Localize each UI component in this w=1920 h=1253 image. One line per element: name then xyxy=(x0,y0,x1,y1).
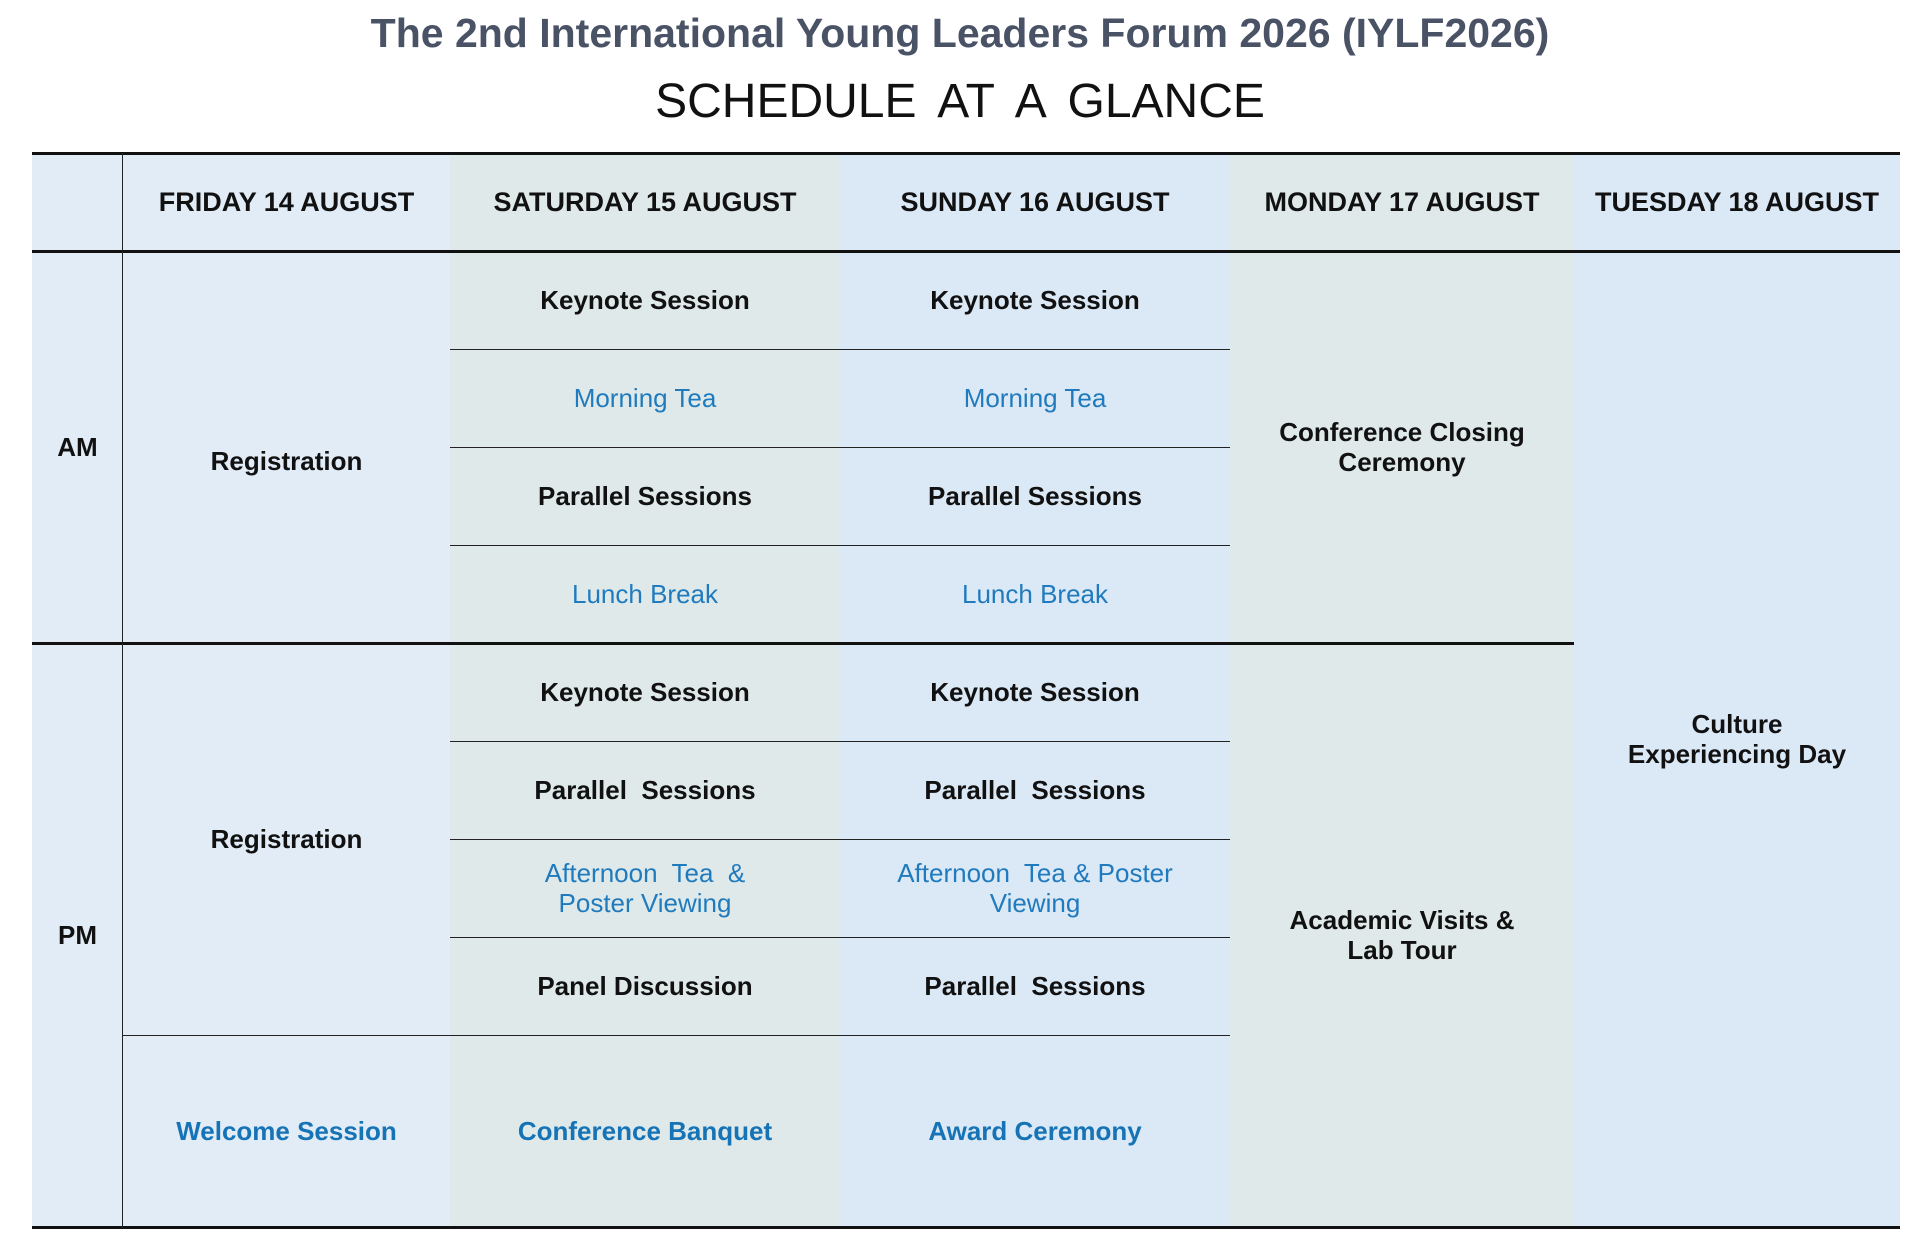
sunday-am-slot-4: Lunch Break xyxy=(962,579,1108,610)
sunday-am-slot-3: Parallel Sessions xyxy=(928,481,1142,512)
sunday-am-slot-2: Morning Tea xyxy=(963,383,1107,414)
schedule-heading: SCHEDULE AT A GLANCE xyxy=(655,75,1265,128)
header-saturday: SATURDAY 15 AUGUST xyxy=(493,186,797,217)
monday-closing-ceremony: Conference Closing Ceremony xyxy=(1279,417,1525,477)
tuesday-culture-day: Culture Experiencing Day xyxy=(1627,709,1847,769)
friday-am-registration: Registration xyxy=(210,446,363,477)
row-divider xyxy=(450,545,1230,546)
header-monday: MONDAY 17 AUGUST xyxy=(1264,186,1540,217)
friday-pm-registration: Registration xyxy=(210,824,363,855)
saturday-pm-slot-3: Afternoon Tea & Poster Viewing xyxy=(544,858,753,918)
saturday-am-slot-4: Lunch Break xyxy=(572,579,718,610)
am-pm-divider xyxy=(32,642,1574,645)
saturday-pm-slot-2: Parallel Sessions xyxy=(534,775,756,806)
row-divider xyxy=(450,447,1230,448)
saturday-pm-slot-4: Panel Discussion xyxy=(537,971,753,1002)
header-friday: FRIDAY 14 AUGUST xyxy=(158,186,415,217)
row-divider xyxy=(450,937,1230,938)
row-divider xyxy=(450,741,1230,742)
period-am-label: AM xyxy=(57,432,98,463)
sunday-pm-slot-2: Parallel Sessions xyxy=(924,775,1146,806)
table-top-rule xyxy=(32,152,1900,155)
period-column-divider xyxy=(122,153,123,1228)
monday-academic-visits: Academic Visits & Lab Tour xyxy=(1289,905,1515,965)
sunday-pm-slot-4: Parallel Sessions xyxy=(924,971,1146,1002)
header-tuesday: TUESDAY 18 AUGUST xyxy=(1594,186,1880,217)
row-divider xyxy=(450,349,1230,350)
forum-title: The 2nd International Young Leaders Forum 2026 (IYLF2026) xyxy=(370,10,1550,56)
period-pm-label: PM xyxy=(58,920,97,951)
evening-divider xyxy=(123,1035,1230,1036)
saturday-am-slot-2: Morning Tea xyxy=(573,383,717,414)
saturday-am-slot-3: Parallel Sessions xyxy=(538,481,752,512)
sunday-pm-slot-1: Keynote Session xyxy=(930,677,1140,708)
header-bottom-rule xyxy=(32,250,1900,253)
saturday-conference-banquet: Conference Banquet xyxy=(517,1116,773,1147)
sunday-award-ceremony: Award Ceremony xyxy=(928,1116,1142,1147)
sunday-am-slot-1: Keynote Session xyxy=(930,285,1140,316)
saturday-pm-slot-1: Keynote Session xyxy=(540,677,750,708)
row-divider xyxy=(450,839,1230,840)
table-bottom-rule xyxy=(32,1226,1900,1229)
friday-welcome-session: Welcome Session xyxy=(176,1116,397,1147)
saturday-am-slot-1: Keynote Session xyxy=(540,285,750,316)
header-sunday: SUNDAY 16 AUGUST xyxy=(900,186,1170,217)
sunday-pm-slot-3: Afternoon Tea & Poster Viewing xyxy=(897,858,1181,918)
